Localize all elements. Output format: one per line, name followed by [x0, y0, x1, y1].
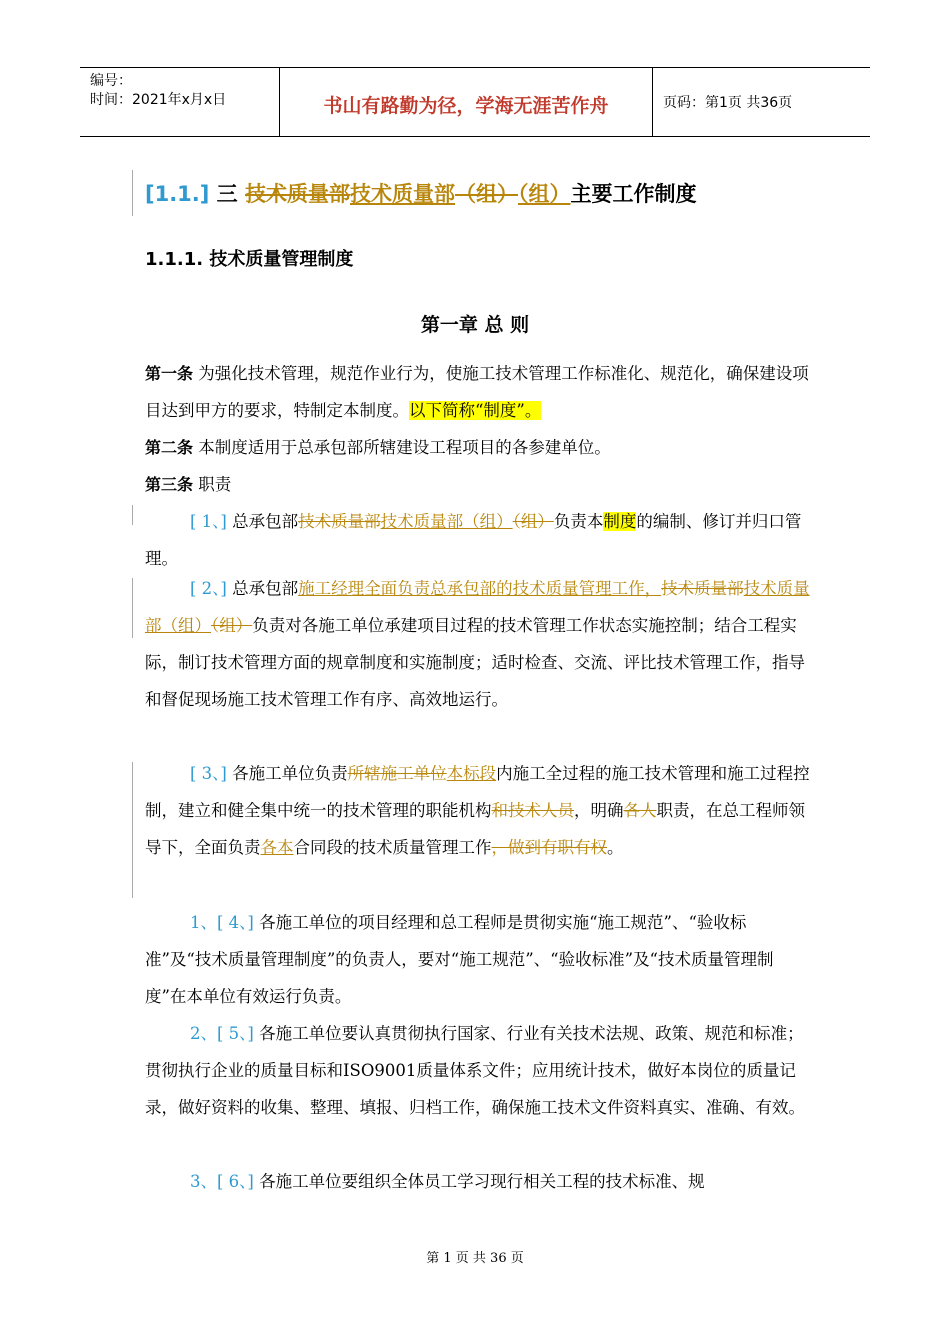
- section-heading: [145, 178, 697, 208]
- item-text: 负责本: [553, 512, 604, 531]
- item-6: [145, 1163, 810, 1200]
- deleted-text: 技术质量部: [245, 182, 350, 206]
- revision-bar: [132, 578, 133, 638]
- item-text: ，明确: [574, 801, 624, 820]
- revision-bar: [132, 170, 133, 216]
- article-1: [145, 355, 810, 429]
- list-marker: [ 1、]: [190, 512, 233, 531]
- heading-prefix: 三: [209, 182, 245, 206]
- article-label: 第二条: [145, 438, 194, 457]
- inserted-text: 技术质量部（组）: [145, 579, 810, 635]
- article-2: [145, 429, 810, 466]
- item-text: 负责对各施工单位承建项目过程的技术管理工作状态实施控制；结合工程实际，制订技术管理方面的规章制度和实施制度；适时检查、交流、评比技术管理工作，指导和督促现场施工技术管理工作有序、高效地运行。: [145, 616, 805, 709]
- highlighted-text: 制度: [603, 512, 637, 531]
- deleted-text: 所辖施工单位: [347, 764, 447, 783]
- article-3: [145, 466, 810, 503]
- subsection-heading: 1.1.1. 技术质量管理制度: [145, 249, 354, 270]
- article-label: 第三条: [145, 475, 194, 494]
- item-text: 各施工单位的项目经理和总工程师是贯彻实施“施工规范”、“验收标准”及“技术质量管理制度”的负责人，要对“施工规范”、“验收标准”及“技术质量管理制度”在本单位有效运行负责。: [145, 913, 774, 1006]
- item-text: 职责，在总工程师领导下，全面负责: [145, 801, 805, 857]
- item-text: 各施工单位负责: [232, 764, 348, 783]
- article-label: 第一条: [145, 364, 194, 383]
- list-marker: [ 2、]: [190, 579, 233, 598]
- list-marker: 2、[ 5、]: [190, 1024, 260, 1043]
- item-1: [145, 503, 810, 577]
- item-text: 的编制、修订并归口管理。: [145, 512, 802, 568]
- article-text: 为强化技术管理，规范作业行为，使施工技术管理工作标准化、规范化，确保建设项目达到甲方的要求，特制定本制度。: [145, 364, 809, 420]
- item-2: [145, 570, 810, 718]
- deleted-text: （组）: [512, 512, 554, 531]
- item-text: 合同段的技术质量管理工作: [293, 838, 492, 857]
- header-page-info: 页码：第1页 共36页: [663, 95, 793, 111]
- deleted-text: 和技术人员: [491, 801, 574, 820]
- highlighted-text: 以下简称“制度”。: [409, 401, 542, 420]
- heading-suffix: 主要工作制度: [570, 182, 697, 206]
- article-text: 职责: [193, 475, 232, 494]
- deleted-text: （组）: [455, 182, 518, 206]
- list-marker: 3、[ 6、]: [190, 1172, 260, 1191]
- inserted-text: 施工经理全面负责总承包部的技术质量管理工作，: [298, 579, 662, 598]
- item-text: 内施工全过程的施工技术管理和施工过程控制，建立和健全集中统一的技术管理的职能机构: [145, 764, 810, 820]
- inserted-text: 技术质量部（组）: [380, 512, 513, 531]
- chapter-title: 第一章 总 则: [420, 314, 530, 336]
- page-header: [80, 67, 870, 137]
- list-marker: 1、[ 4、]: [190, 913, 260, 932]
- inserted-text: 本标段: [446, 764, 497, 783]
- item-text: 各施工单位要组织全体员工学习现行相关工程的技术标准、规: [259, 1172, 705, 1191]
- item-text: 。: [607, 838, 624, 857]
- page-footer: 第 1 页 共 36 页: [426, 1251, 524, 1266]
- item-4: [145, 904, 810, 1015]
- inserted-text: （组）: [518, 182, 571, 206]
- time-label: 时间：2021年x月x日: [90, 92, 227, 108]
- list-marker: [ 3、]: [190, 764, 233, 783]
- number-label: 编号：: [90, 73, 132, 89]
- header-motto: 书山有路勤为径，学海无涯苦作舟: [280, 68, 653, 136]
- article-text: 本制度适用于总承包部所辖建设工程项目的各参建单位。: [193, 438, 611, 457]
- heading-number: [1.1.]: [145, 182, 210, 206]
- deleted-text: 技术质量部: [298, 512, 381, 531]
- deleted-text: 技术质量部: [661, 579, 744, 598]
- item-text: 总承包部: [232, 579, 299, 598]
- revision-bar: [132, 505, 133, 525]
- item-3: [145, 755, 810, 866]
- revision-bar: [132, 762, 133, 898]
- item-text: 总承包部: [232, 512, 299, 531]
- deleted-text: （组）: [211, 616, 253, 635]
- item-5: [145, 1015, 810, 1126]
- inserted-text: 各本: [260, 838, 294, 857]
- deleted-text: ，做到有职有权: [491, 838, 607, 857]
- item-text: 各施工单位要认真贯彻执行国家、行业有关技术法规、政策、规范和标准；贯彻执行企业的质量目标和ISO9001质量体系文件；应用统计技术，做好本岗位的质量记录，做好资料的收集、整理、填报、归档工作，确保施工技术文件资料真实、准确、有效。: [145, 1024, 805, 1117]
- inserted-text: 技术质量部: [350, 182, 455, 206]
- header-meta: [80, 68, 280, 136]
- deleted-text: 各人: [623, 801, 657, 820]
